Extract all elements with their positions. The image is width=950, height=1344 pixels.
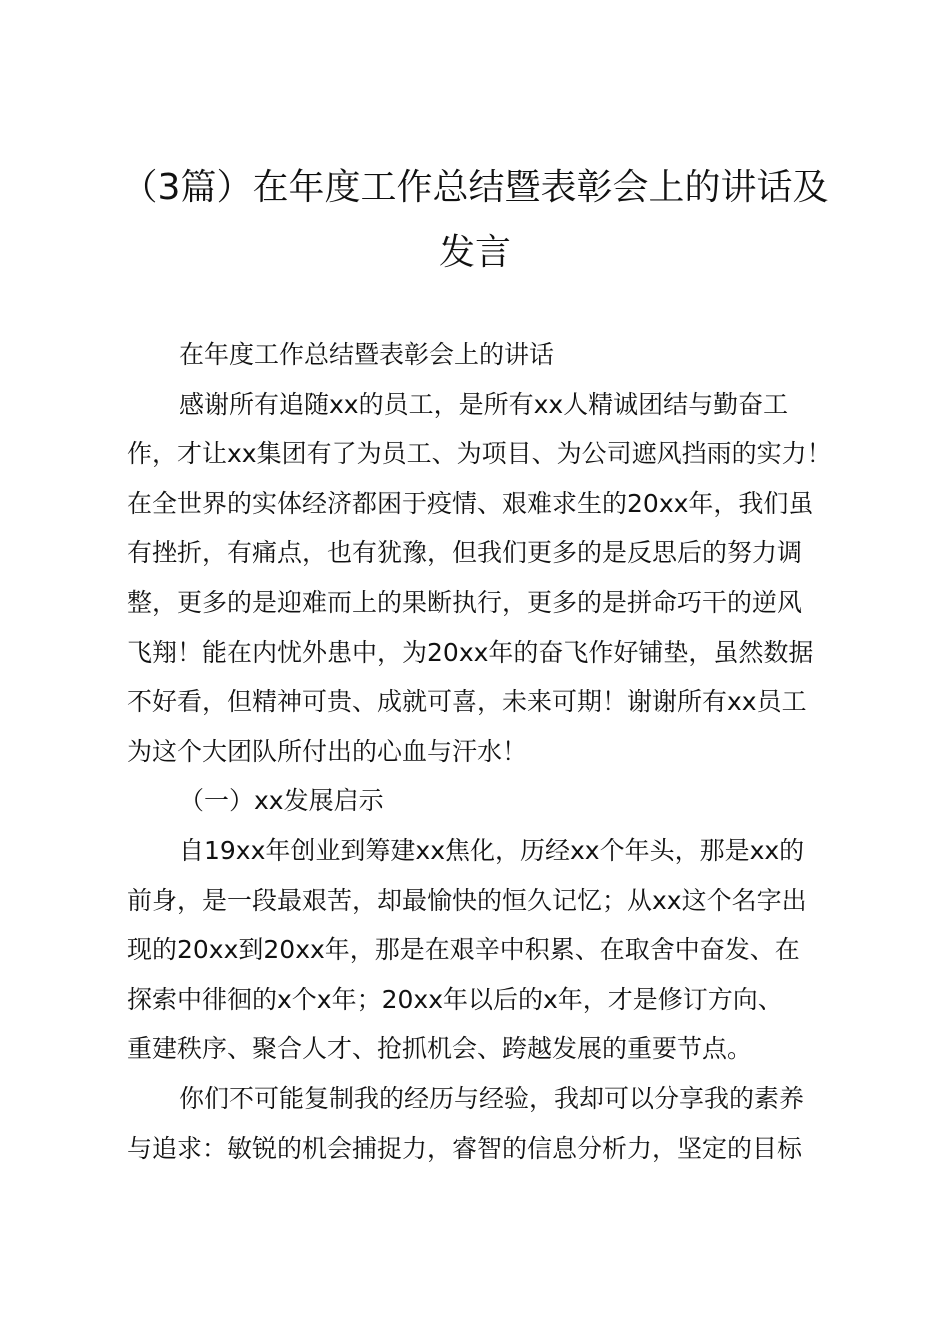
paragraph-1-line: 整，更多的是迎难而上的果断执行，更多的是拼命巧干的逆风 <box>127 587 803 617</box>
section-heading: （一）xx发展启示 <box>179 786 384 816</box>
paragraph-1-line: 有挫折，有痛点，也有犹豫，但我们更多的是反思后的努力调 <box>127 538 803 568</box>
paragraph-2-line: 自19xx年创业到筹建xx焦化，历经xx个年头，那是xx的 <box>179 835 805 865</box>
paragraph-1-line: 感谢所有追随xx的员工，是所有xx人精诚团结与勤奋工 <box>179 389 789 419</box>
title-line-1: （3篇）在年度工作总结暨表彰会上的讲话及 <box>121 167 829 208</box>
title-line-2: 发言 <box>438 232 511 273</box>
paragraph-2-line: 重建秩序、聚合人才、抢抓机会、跨越发展的重要节点。 <box>127 1034 753 1064</box>
paragraph-2-line: 前身，是一段最艰苦，却最愉快的恒久记忆；从xx这个名字出 <box>127 885 807 915</box>
document-title <box>100 155 850 285</box>
speech-subtitle: 在年度工作总结暨表彰会上的讲话 <box>179 340 555 369</box>
document-body <box>127 330 839 1173</box>
paragraph-1-line: 飞翔！能在内忧外患中，为20xx年的奋飞作好铺垫，虽然数据 <box>127 637 814 667</box>
paragraph-2-line: 现的20xx到20xx年，那是在艰辛中积累、在取舍中奋发、在 <box>127 935 800 965</box>
paragraph-2-line: 探索中徘徊的x个x年；20xx年以后的x年，才是修订方向、 <box>127 984 783 1014</box>
paragraph-1-line: 不好看，但精神可贵、成就可喜，未来可期！谢谢所有xx员工 <box>127 687 807 717</box>
paragraph-1-line: 作，才让xx集团有了为员工、为项目、为公司遮风挡雨的实力！ <box>127 439 832 469</box>
paragraph-1-line: 为这个大团队所付出的心血与汗水！ <box>127 736 528 766</box>
paragraph-1-line: 在全世界的实体经济都困于疫情、艰难求生的20xx年，我们虽 <box>127 488 814 518</box>
paragraph-3-line: 你们不可能复制我的经历与经验，我却可以分享我的素养 <box>179 1083 805 1113</box>
paragraph-3-line: 与追求：敏锐的机会捕捉力，睿智的信息分析力，坚定的目标 <box>127 1133 803 1163</box>
